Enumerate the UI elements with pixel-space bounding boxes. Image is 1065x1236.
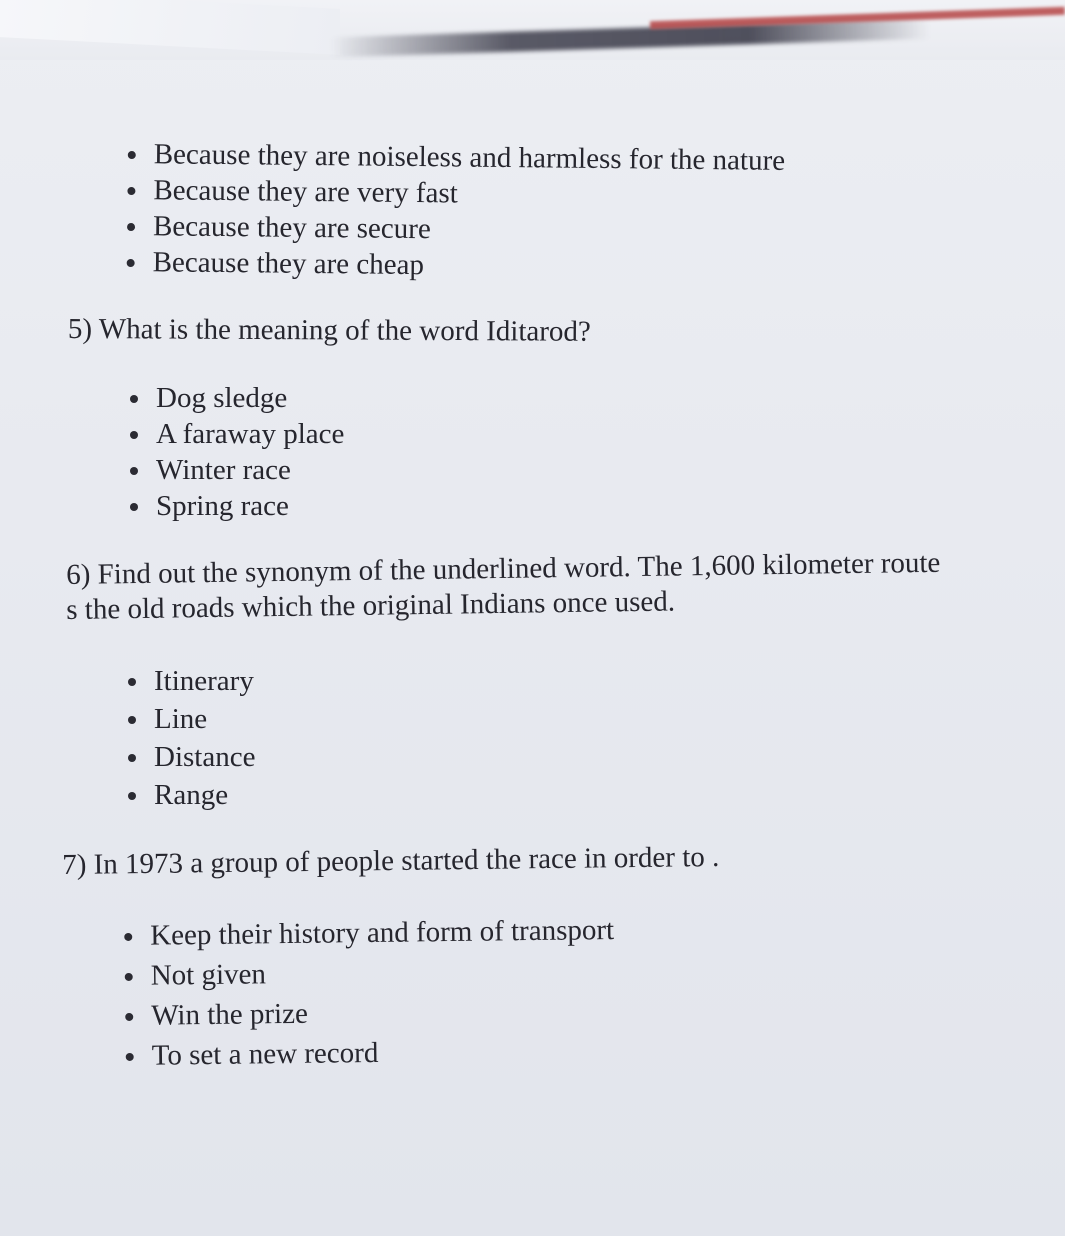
- question4-option: Because they are very fast: [127, 172, 785, 215]
- question5-options: [130, 380, 344, 524]
- bullet-icon: [128, 754, 136, 762]
- bullet-icon: [125, 973, 133, 981]
- bullet-icon: [128, 678, 136, 686]
- question4-option: Because they are cheap: [126, 244, 784, 287]
- bullet-icon: [124, 933, 132, 941]
- question7-option: Keep their history and form of transport: [124, 910, 614, 956]
- bullet-icon: [126, 1053, 134, 1061]
- bullet-icon: [125, 1013, 133, 1021]
- bullet-icon: [127, 187, 135, 195]
- question6-text-line1: 6) Find out the synonym of the underlined word. The 1,600 kilometer route: [66, 546, 941, 591]
- question6-options: [128, 662, 255, 814]
- question4-option: Because they are secure: [127, 208, 785, 251]
- question4-options: [126, 136, 785, 287]
- bullet-icon: [130, 431, 138, 439]
- question7-options: [124, 910, 616, 1076]
- question4-option: Because they are noiseless and harmless for the nature: [128, 136, 786, 179]
- bullet-icon: [127, 259, 135, 267]
- question7-option: To set a new record: [125, 1030, 615, 1076]
- bullet-icon: [127, 223, 135, 231]
- question6-text-line2: s the old roads which the original Indians once used.: [66, 585, 676, 626]
- bullet-icon: [128, 792, 136, 800]
- question5-option: Spring race: [130, 488, 344, 524]
- bullet-icon: [130, 467, 138, 475]
- bullet-icon: [130, 395, 138, 403]
- question6-option: Range: [128, 776, 255, 814]
- question7-text: 7) In 1973 a group of people started the race in order to .: [62, 840, 720, 881]
- question6-option: Itinerary: [128, 662, 255, 700]
- question5-text: 5) What is the meaning of the word Iditarod?: [67, 313, 591, 348]
- question7-option: Not given: [124, 950, 614, 996]
- question5-option: A faraway place: [130, 416, 344, 452]
- question6-option: Line: [128, 700, 255, 738]
- question6-option: Distance: [128, 738, 255, 776]
- bullet-icon: [128, 151, 136, 159]
- bullet-icon: [130, 503, 138, 511]
- bullet-icon: [128, 716, 136, 724]
- question5-option: Winter race: [130, 452, 344, 488]
- question5-option: Dog sledge: [130, 380, 344, 416]
- question7-option: Win the prize: [125, 990, 615, 1036]
